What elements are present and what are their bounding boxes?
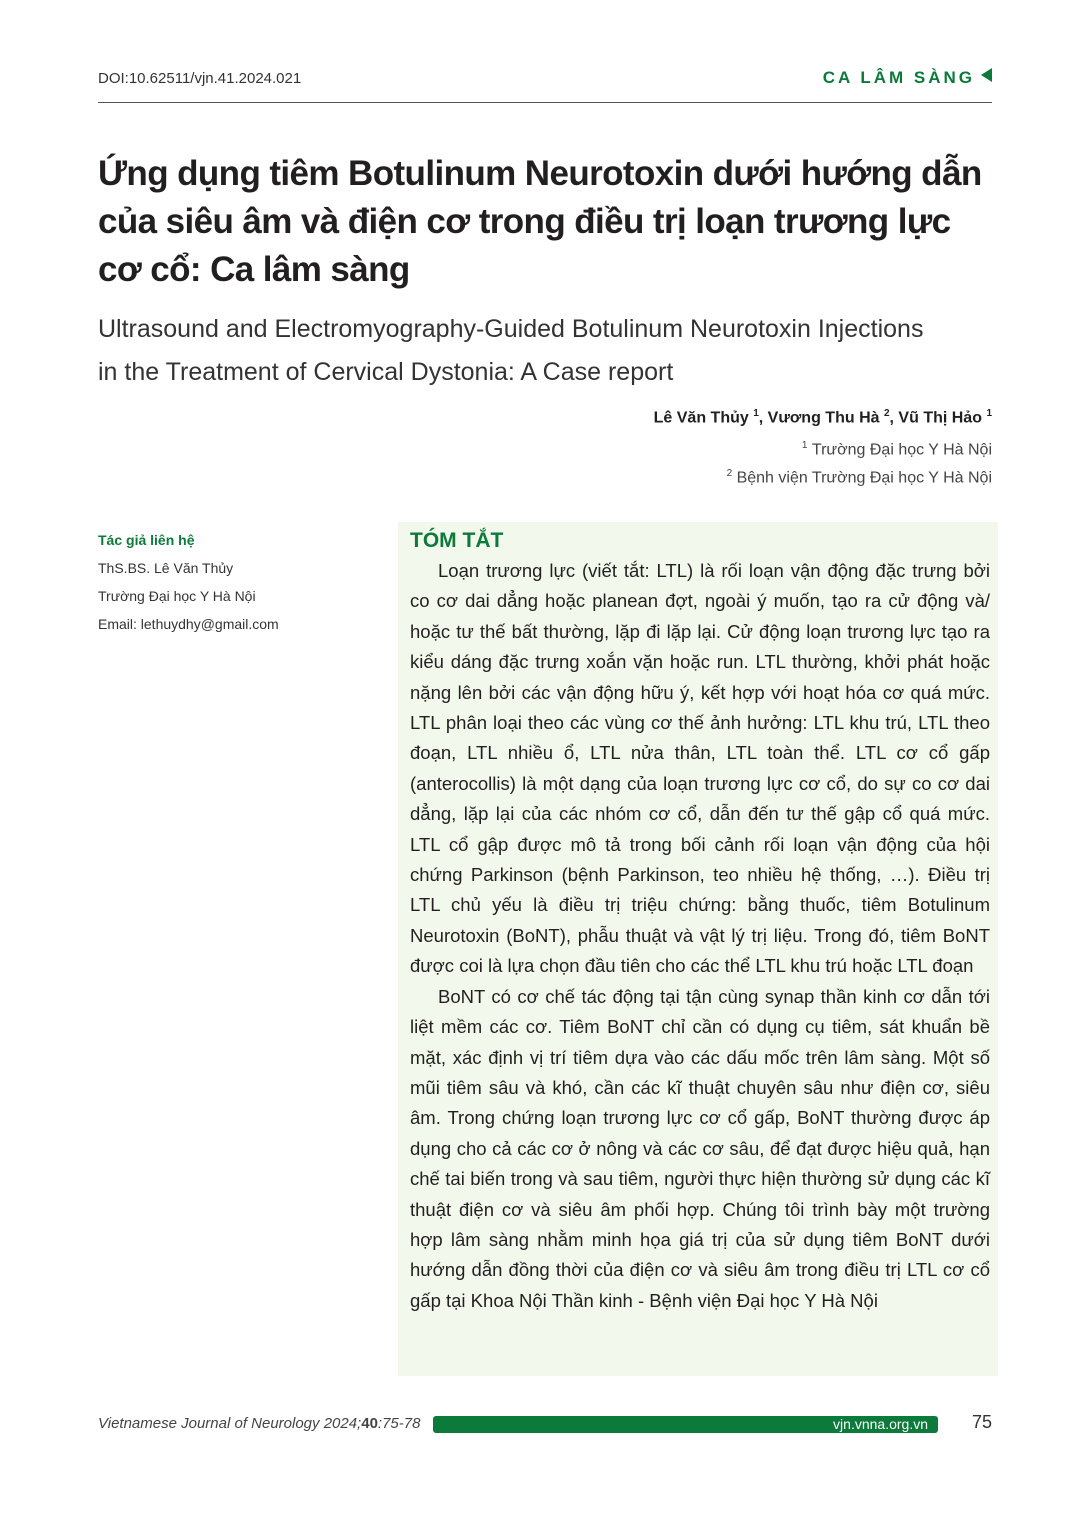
title-en-line1: Ultrasound and Electromyography-Guided Botulinum Neurotoxin Injections — [98, 315, 924, 343]
footer-citation — [98, 1415, 420, 1432]
abstract-box — [398, 522, 998, 1376]
doi: DOI:10.62511/vjn.41.2024.021 — [98, 70, 302, 87]
abstract-paragraph: BoNT có cơ chế tác động tại tận cùng synap thần kinh cơ dẫn tới liệt mềm các cơ. Tiêm BoNT chỉ cần có dụng cụ tiêm, sát khuẩn bề mặt, xác định vị trí tiêm dựa vào các dấu mốc trên lâm sàng. Một số mũi tiêm sâu và khó, cần các kĩ thuật chuyên sâu như điện cơ, siêu âm. Trong chứng loạn trương lực cơ cổ gấp, BoNT thường được áp dụng cho cả các cơ ở nông và các cơ sâu, để đạt được hiệu quả, hạn chế tai biến trong và sau tiêm, người thực hiện thường sử dụng các kĩ thuật điện cơ và siêu âm phối hợp. Chúng tôi trình bày một trường hợp lâm sàng nhằm minh họa giá trị của sử dụng tiêm BoNT dưới hướng dẫn đồng thời của điện cơ và siêu âm trong điều trị LTL cơ cổ gấp tại Khoa Nội Thần kinh - Bệnh viện Đại học Y Hà Nội — [410, 985, 990, 1311]
triangle-left-icon — [981, 68, 992, 82]
footer-volume: 40 — [361, 1415, 378, 1432]
corresponding-name: ThS.BS. Lê Văn Thủy — [98, 560, 234, 576]
page-number: 75 — [971, 1412, 992, 1432]
corresponding-institution: Trường Đại học Y Hà Nội — [98, 588, 256, 604]
author-name: Vũ Thị Hảo — [898, 409, 982, 427]
corresponding-email[interactable]: Email: lethuydhy@gmail.com — [98, 616, 279, 632]
footer-journal-name: Vietnamese Journal of Neurology 2024; — [98, 1415, 362, 1432]
section-label: CA LÂM SÀNG — [822, 68, 975, 87]
affiliation-text: Bệnh viện Trường Đại học Y Hà Nội — [736, 469, 992, 487]
article-title-vi: Ứng dụng tiêm Botulinum Neurotoxin dưới hướng dẫn của siêu âm và điện cơ trong điều trị loạn trương lực cơ cổ: Ca lâm sàng — [98, 154, 982, 289]
author-name: Lê Văn Thủy — [653, 409, 749, 427]
affiliation — [802, 440, 992, 459]
author-list — [654, 408, 992, 427]
corresponding-label: Tác giả liên hệ — [98, 532, 195, 548]
author-affil-sup: 1 — [753, 408, 759, 419]
affiliation-sup: 2 — [726, 468, 733, 479]
author-sep: , — [758, 409, 768, 427]
title-en-line2: in the Treatment of Cervical Dystonia: A Case report — [98, 358, 674, 386]
author-sep: , — [889, 409, 899, 427]
article-title-en — [98, 308, 998, 394]
author-affil-sup: 2 — [883, 408, 890, 419]
affiliation — [727, 468, 992, 487]
author-affil-sup: 1 — [986, 408, 992, 419]
footer-url[interactable]: vjn.vnna.org.vn — [833, 1416, 928, 1432]
affiliation-sup: 1 — [801, 440, 808, 451]
author-name: Vương Thu Hà — [767, 409, 880, 427]
footer-bar — [433, 1416, 938, 1433]
footer-pages: :75-78 — [377, 1415, 421, 1432]
corresponding-author — [98, 526, 358, 638]
section-tag — [823, 68, 992, 88]
affiliation-text: Trường Đại học Y Hà Nội — [811, 441, 992, 459]
abstract-paragraph: Loạn trương lực (viết tắt: LTL) là rối loạn vận động đặc trưng bởi co cơ dai dẳng hoặc planean đợt, ngoài ý muốn, tạo ra cử động và/ hoặc tư thế bất thường, lặp đi lặp lại. Cử động loạn trương lực tạo ra kiểu dáng đặc trưng xoắn vặn hoặc run. LTL thường, khởi phát hoặc nặng lên bởi các vận động hữu ý, kết hợp với hoạt hóa cơ quá mức. LTL phân loại theo các vùng cơ thế ảnh hưởng: LTL khu trú, LTL theo đoạn, LTL nhiều ổ, LTL nửa thân, LTL toàn thể. LTL cơ cổ gấp (anterocollis) là một dạng của loạn trương lực cơ cổ, do sự co cơ dai dẳng, lặp lại của các nhóm cơ cổ, dẫn đến tư thế gập cổ quá mức. LTL cổ gập được mô tả trong bối cảnh rối loạn vận động của hội chứng Parkinson (bệnh Parkinson, teo nhiều hệ thống, …). Điều trị LTL chủ yếu là điều trị triệu chứng: bằng thuốc, tiêm Botulinum Neurotoxin (BoNT), phẫu thuật và vật lý trị liệu. Trong đó, tiêm BoNT được coi là lựa chọn đầu tiên cho các thể LTL khu trú hoặc LTL đoạn — [410, 560, 990, 977]
abstract-heading: TÓM TẮT — [410, 529, 504, 552]
header-rule — [98, 102, 992, 103]
